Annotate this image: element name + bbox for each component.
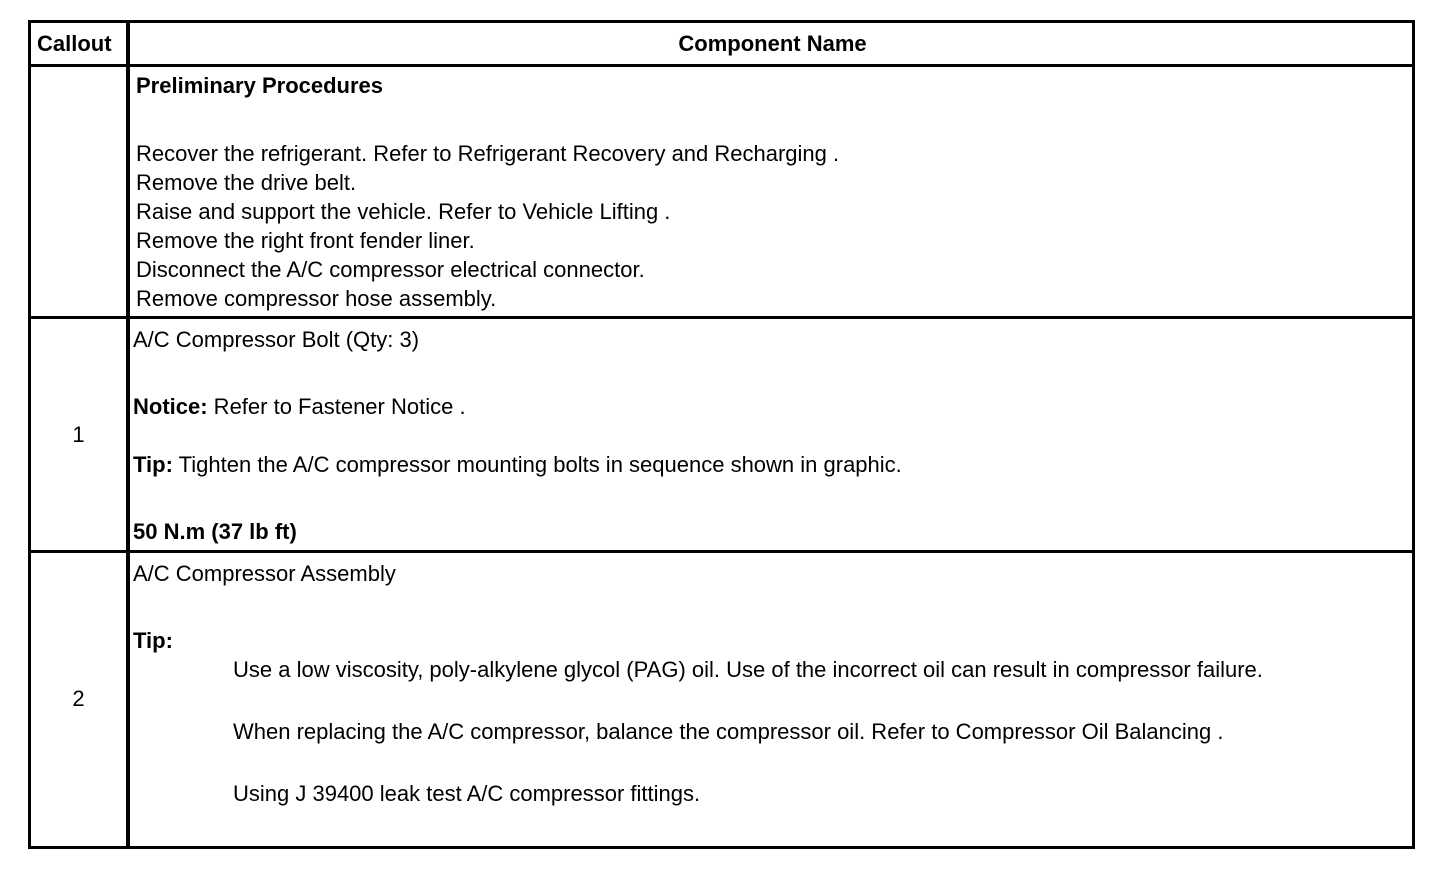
row2-tip-2: When replacing the A/C compressor, balance the compressor oil. Refer to Compressor Oil Balancing . xyxy=(233,719,1224,744)
callout-number-2: 2 xyxy=(72,686,85,711)
row1-component-name: A/C Compressor Bolt (Qty: 3) xyxy=(133,327,420,352)
preliminary-step-4: Remove the right front fender liner. xyxy=(136,228,475,253)
callout-header: Callout xyxy=(37,31,112,56)
column-divider xyxy=(126,23,130,846)
row1-tip xyxy=(133,450,902,479)
preliminary-step-5: Disconnect the A/C compressor electrical connector. xyxy=(136,257,645,282)
component-name-header: Component Name xyxy=(678,31,867,56)
tip-label: Tip: xyxy=(133,452,173,477)
row-divider-1 xyxy=(31,316,1412,319)
tip-text: Tighten the A/C compressor mounting bolts in sequence shown in graphic. xyxy=(172,452,902,477)
row1-notice xyxy=(133,392,466,421)
preliminary-title: Preliminary Procedures xyxy=(136,73,384,98)
row1-torque: 50 N.m (37 lb ft) xyxy=(133,519,297,544)
header-divider xyxy=(31,64,1412,67)
procedure-table xyxy=(28,20,1415,849)
notice-label: Notice: xyxy=(133,394,208,419)
row2-tip-1: Use a low viscosity, poly-alkylene glycol (PAG) oil. Use of the incorrect oil can result in compressor failure. xyxy=(233,657,1263,682)
preliminary-step-3: Raise and support the vehicle. Refer to Vehicle Lifting . xyxy=(136,199,671,224)
preliminary-step-1: Recover the refrigerant. Refer to Refrigerant Recovery and Recharging . xyxy=(136,141,840,166)
row2-tip-label: Tip: xyxy=(133,628,173,653)
row2-component-name: A/C Compressor Assembly xyxy=(133,561,396,586)
row2-tip-3: Using J 39400 leak test A/C compressor fittings. xyxy=(233,781,701,806)
notice-text: Refer to Fastener Notice . xyxy=(207,394,466,419)
row-divider-2 xyxy=(31,550,1412,553)
preliminary-step-2: Remove the drive belt. xyxy=(136,170,357,195)
callout-number-1: 1 xyxy=(72,422,85,447)
preliminary-step-6: Remove compressor hose assembly. xyxy=(136,286,497,311)
